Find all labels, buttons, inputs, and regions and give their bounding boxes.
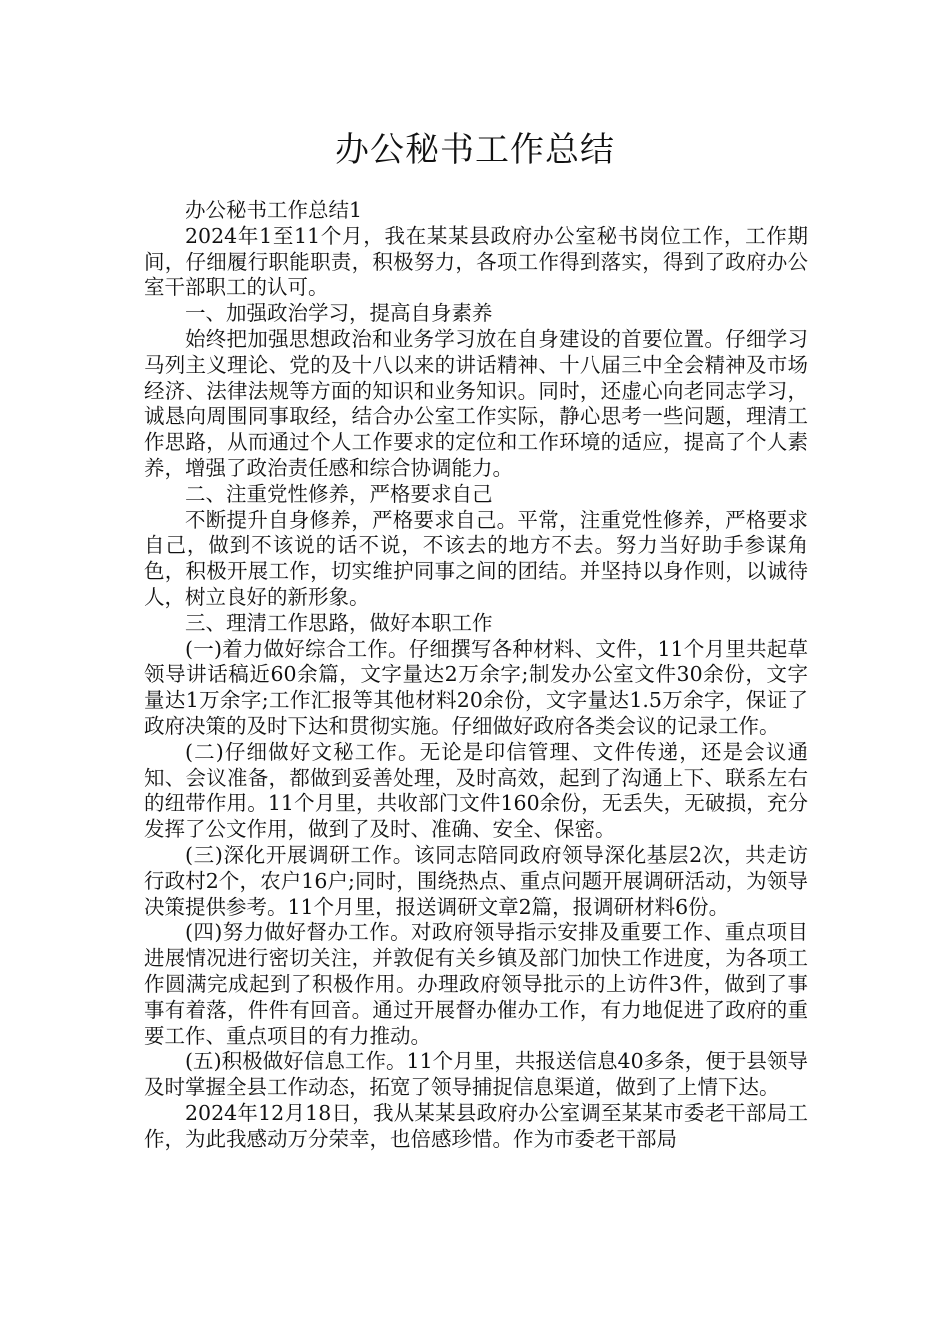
document-title: 办公秘书工作总结 xyxy=(335,130,615,170)
document-body xyxy=(144,198,808,1152)
body-paragraph: (五)积极做好信息工作。11个月里，共报送信息40多条，便于县领导及时掌握全县工作动态，拓宽了领导捕捉信息渠道，做到了上情下达。 xyxy=(144,1049,808,1100)
section-heading: 三、理清工作思路，做好本职工作 xyxy=(185,610,493,635)
body-paragraph: (一)着力做好综合工作。仔细撰写各种材料、文件，11个月里共起草领导讲话稿近60余篇，文字量达2万余字;制发办公室文件30余份，文字量达1万余字;工作汇报等其他材料20余份，文字量达1.5万余字，保证了政府决策的及时下达和贯彻实施。仔细做好政府各类会议的记录工作。 xyxy=(144,636,808,738)
body-paragraph: (三)深化开展调研工作。该同志陪同政府领导深化基层2次，共走访行政村2个，农户16户;同时，围绕热点、重点问题开展调研活动，为领导决策提供参考。11个月里，报送调研文章2篇，报调研材料6份。 xyxy=(144,842,808,919)
body-paragraph: 2024年12月18日，我从某某县政府办公室调至某某市委老干部局工作，为此我感动万分荣幸，也倍感珍惜。作为市委老干部局 xyxy=(144,1100,808,1151)
body-paragraph: 不断提升自身修养，严格要求自己。平常，注重党性修养，严格要求自己，做到不该说的话不说，不该去的地方不去。努力当好助手参谋角色，积极开展工作，切实维护同事之间的团结。并坚持以身作则，以诚待人，树立良好的新形象。 xyxy=(144,507,808,609)
body-paragraph: 2024年1至11个月，我在某某县政府办公室秘书岗位工作，工作期间，仔细履行职能职责，积极努力，各项工作得到落实，得到了政府办公室干部职工的认可。 xyxy=(144,223,808,300)
section-heading: 二、注重党性修养，严格要求自己 xyxy=(185,481,493,506)
section-heading: 办公秘书工作总结1 xyxy=(185,198,363,222)
section-heading: 一、加强政治学习，提高自身素养 xyxy=(185,301,493,326)
body-paragraph: (四)努力做好督办工作。对政府领导指示安排及重要工作、重点项目进展情况进行密切关注，并敦促有关乡镇及部门加快工作进度，为各项工作圆满完成起到了积极作用。办理政府领导批示的上访件3件，做到了事事有着落，件件有回音。通过开展督办催办工作，有力地促进了政府的重要工作、重点项目的有力推动。 xyxy=(144,920,808,1048)
body-paragraph: 始终把加强思想政治和业务学习放在自身建设的首要位置。仔细学习马列主义理论、党的及十八以来的讲话精神、十八届三中全会精神及市场经济、法律法规等方面的知识和业务知识。同时，还虚心向老同志学习，诚恳向周围同事取经，结合办公室工作实际，静心思考一些问题，理清工作思路，从而通过个人工作要求的定位和工作环境的适应，提高了个人素养，增强了政治责任感和综合协调能力。 xyxy=(144,326,808,480)
body-paragraph: (二)仔细做好文秘工作。无论是印信管理、文件传递，还是会议通知、会议准备，都做到妥善处理，及时高效，起到了沟通上下、联系左右的纽带作用。11个月里，共收部门文件160余份，无丢失，无破损，充分发挥了公文作用，做到了及时、准确、安全、保密。 xyxy=(144,739,808,842)
